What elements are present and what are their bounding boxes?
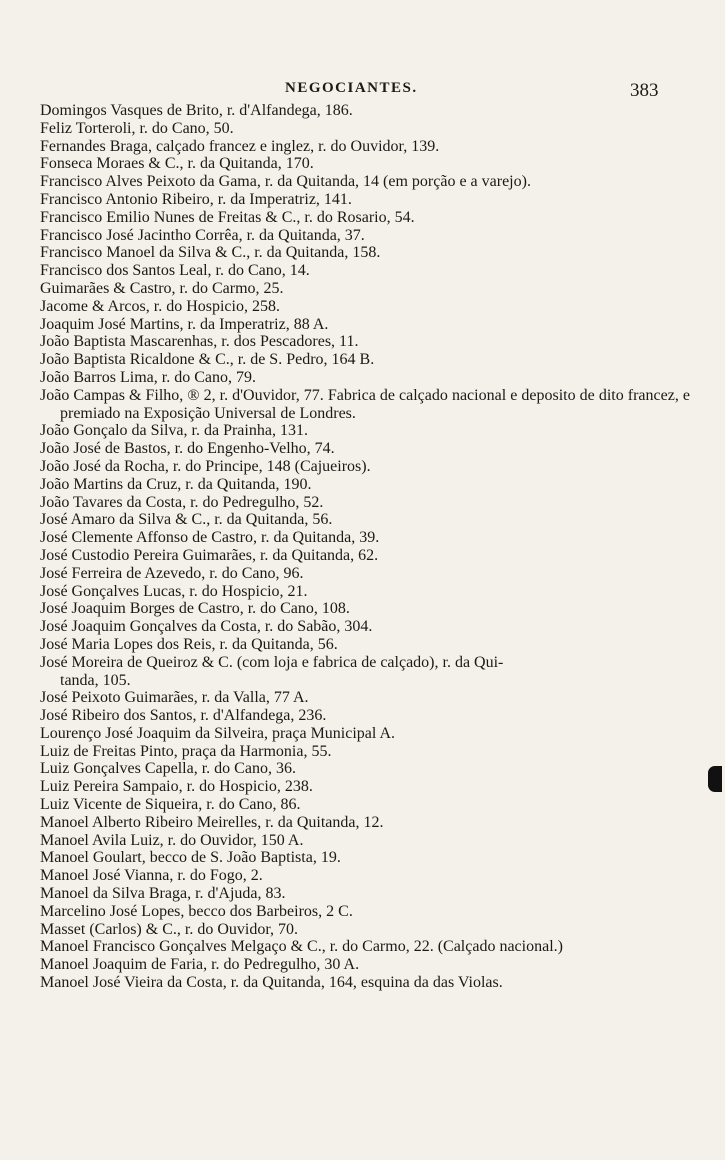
list-item: José Joaquim Borges de Castro, r. do Cano, 108. [40,600,350,618]
list-item: Manoel José Vianna, r. do Fogo, 2. [40,867,263,885]
list-item: José Moreira de Queiroz & C. (com loja e fabrica de calçado), r. da Qui- [40,653,504,671]
list-item-multiline: João Campas & Filho, ® 2, r. d'Ouvidor, 77. Fabrica de calçado nacional e deposito de dito francez, e premiado na Exposição Universal de Londres. [40,386,690,422]
list-item: Manoel Avila Luiz, r. do Ouvidor, 150 A. [40,831,304,849]
list-item: José Maria Lopes dos Reis, r. da Quitanda, 56. [40,635,338,653]
list-item: João Baptista Mascarenhas, r. dos Pescadores, 11. [40,333,359,351]
list-item: Manoel José Vieira da Costa, r. da Quitanda, 164, esquina da das Violas. [40,974,503,992]
list-item: Francisco Manoel da Silva & C., r. da Quitanda, 158. [40,244,381,262]
list-item: João Baptista Ricaldone & C., r. de S. Pedro, 164 B. [40,351,375,369]
list-item: José Ferreira de Azevedo, r. do Cano, 96. [40,564,304,582]
merchant-list [30,102,690,992]
list-item: Jacome & Arcos, r. do Hospicio, 258. [40,297,280,315]
list-item: José Joaquim Gonçalves da Costa, r. do Sabão, 304. [40,618,373,636]
list-item: José Custodio Pereira Guimarães, r. da Quitanda, 62. [40,546,379,564]
list-item: José Gonçalves Lucas, r. do Hospicio, 21. [40,582,308,600]
list-item: Manoel Alberto Ribeiro Meirelles, r. da Quitanda, 12. [40,813,384,831]
list-item: Luiz de Freitas Pinto, praça da Harmonia, 55. [40,742,332,760]
list-item: João José da Rocha, r. do Principe, 148 (Cajueiros). [40,457,371,475]
list-item: Francisco Emilio Nunes de Freitas & C., r. do Rosario, 54. [40,208,415,226]
list-item-continuation: tanda, 105. [60,671,131,689]
list-item: Feliz Torteroli, r. do Cano, 50. [40,119,234,137]
list-item: José Ribeiro dos Santos, r. d'Alfandega, 236. [40,707,327,725]
list-item: Fonseca Moraes & C., r. da Quitanda, 170. [40,155,314,173]
list-item: João José de Bastos, r. do Engenho-Velho, 74. [40,440,335,458]
list-item: Manoel Francisco Gonçalves Melgaço & C., r. do Carmo, 22. (Calçado nacional.) [40,938,563,956]
list-item: João Tavares da Costa, r. do Pedregulho, 52. [40,493,324,511]
list-item: Luiz Gonçalves Capella, r. do Cano, 36. [40,760,296,778]
list-item: Masset (Carlos) & C., r. do Ouvidor, 70. [40,920,299,938]
list-item: Guimarães & Castro, r. do Carmo, 25. [40,279,284,297]
list-item: Luiz Pereira Sampaio, r. do Hospicio, 238. [40,778,313,796]
list-item: Francisco dos Santos Leal, r. do Cano, 14. [40,262,310,280]
page-number: 383 [630,80,659,101]
list-item: Marcelino José Lopes, becco dos Barbeiros, 2 C. [40,902,353,920]
list-item: José Peixoto Guimarães, r. da Valla, 77 A. [40,689,309,707]
list-item: Fernandes Braga, calçado francez e inglez, r. do Ouvidor, 139. [40,137,440,155]
list-item: Luiz Vicente de Siqueira, r. do Cano, 86. [40,796,301,814]
margin-ink-mark [708,766,722,792]
list-item: Manoel da Silva Braga, r. d'Ajuda, 83. [40,885,286,903]
list-item: Francisco Antonio Ribeiro, r. da Imperatriz, 141. [40,190,352,208]
list-item: João Martins da Cruz, r. da Quitanda, 190. [40,475,312,493]
list-item: José Amaro da Silva & C., r. da Quitanda, 56. [40,511,333,529]
page-header [0,80,725,104]
list-item: Francisco José Jacintho Corrêa, r. da Quitanda, 37. [40,226,365,244]
list-item: João Gonçalo da Silva, r. da Prainha, 131. [40,422,308,440]
running-title: NEGOCIANTES. [285,80,418,96]
list-item: Manoel Goulart, becco de S. João Baptista, 19. [40,849,341,867]
list-item: Manoel Joaquim de Faria, r. do Pedregulho, 30 A. [40,956,360,974]
list-item: João Barros Lima, r. do Cano, 79. [40,368,256,386]
list-item: Lourenço José Joaquim da Silveira, praça Municipal A. [40,724,396,742]
list-item: Joaquim José Martins, r. da Imperatriz, 88 A. [40,315,329,333]
list-item: José Clemente Affonso de Castro, r. da Quitanda, 39. [40,529,380,547]
list-item: Domingos Vasques de Brito, r. d'Alfandega, 186. [40,102,353,119]
list-item: Francisco Alves Peixoto da Gama, r. da Quitanda, 14 (em porção e a varejo). [40,173,531,191]
